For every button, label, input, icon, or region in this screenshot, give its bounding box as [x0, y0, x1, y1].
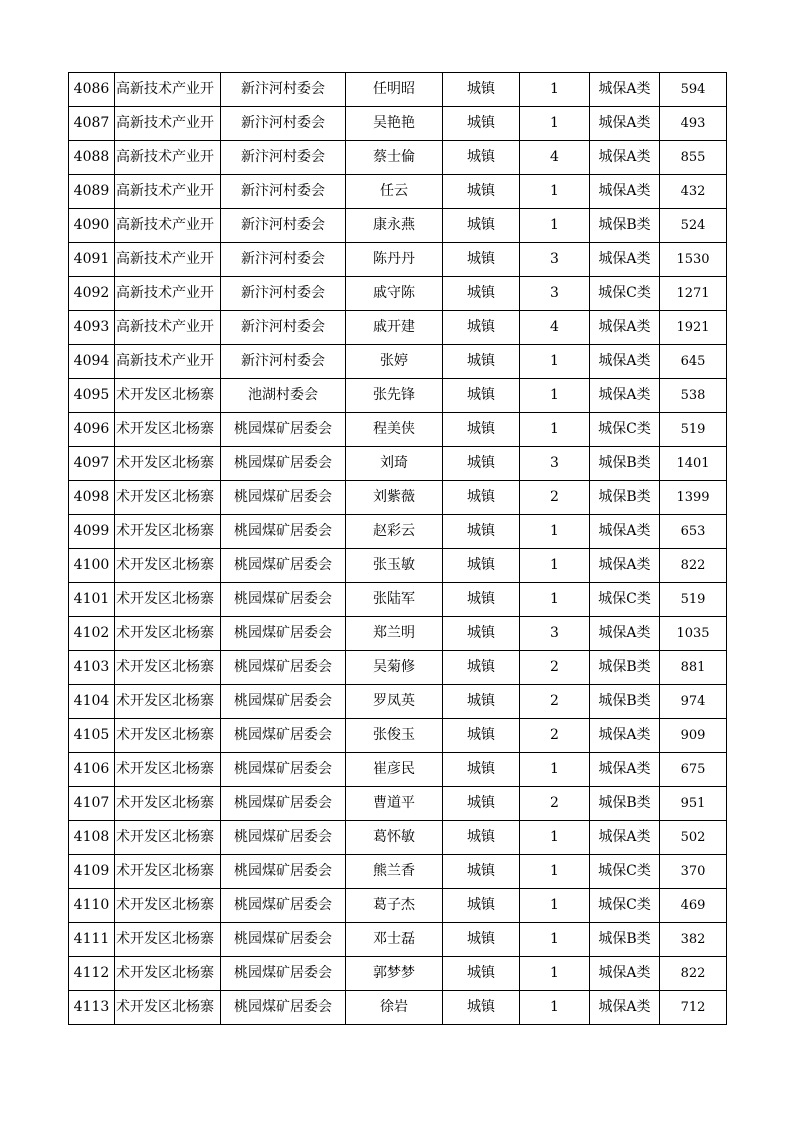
- person-name-cell: 陈丹丹: [346, 243, 443, 277]
- serial-number-cell: 4087: [69, 107, 115, 141]
- person-name-cell: 张玉敏: [346, 549, 443, 583]
- serial-number-cell: 4099: [69, 515, 115, 549]
- person-name-cell: 张俊玉: [346, 719, 443, 753]
- table-row: [69, 175, 727, 209]
- community-cell: 桃园煤矿居委会: [221, 787, 346, 821]
- household-size-cell: 2: [520, 787, 590, 821]
- community-cell: 桃园煤矿居委会: [221, 515, 346, 549]
- serial-number-cell: 4090: [69, 209, 115, 243]
- category-cell: 城保C类: [590, 855, 660, 889]
- serial-number-cell: 4110: [69, 889, 115, 923]
- street-cell: 术开发区北杨寨: [115, 447, 221, 481]
- table-row: [69, 141, 727, 175]
- serial-number-cell: 4111: [69, 923, 115, 957]
- serial-number-cell: 4091: [69, 243, 115, 277]
- amount-cell: 519: [660, 413, 727, 447]
- household-size-cell: 1: [520, 583, 590, 617]
- household-size-cell: 1: [520, 753, 590, 787]
- street-cell: 术开发区北杨寨: [115, 515, 221, 549]
- table-row: [69, 617, 727, 651]
- serial-number-cell: 4107: [69, 787, 115, 821]
- household-size-cell: 2: [520, 481, 590, 515]
- table-row: [69, 549, 727, 583]
- amount-cell: 382: [660, 923, 727, 957]
- serial-number-cell: 4094: [69, 345, 115, 379]
- street-cell: 术开发区北杨寨: [115, 549, 221, 583]
- table-row: [69, 651, 727, 685]
- person-name-cell: 程美侠: [346, 413, 443, 447]
- serial-number-cell: 4088: [69, 141, 115, 175]
- amount-cell: 1271: [660, 277, 727, 311]
- area-type-cell: 城镇: [443, 345, 520, 379]
- area-type-cell: 城镇: [443, 277, 520, 311]
- area-type-cell: 城镇: [443, 991, 520, 1025]
- serial-number-cell: 4113: [69, 991, 115, 1025]
- table-row: [69, 379, 727, 413]
- amount-cell: 538: [660, 379, 727, 413]
- street-cell: 术开发区北杨寨: [115, 379, 221, 413]
- category-cell: 城保A类: [590, 175, 660, 209]
- person-name-cell: 刘琦: [346, 447, 443, 481]
- beneficiary-table: [68, 72, 727, 1025]
- street-cell: 高新技术产业开: [115, 243, 221, 277]
- serial-number-cell: 4104: [69, 685, 115, 719]
- area-type-cell: 城镇: [443, 787, 520, 821]
- community-cell: 桃园煤矿居委会: [221, 413, 346, 447]
- amount-cell: 974: [660, 685, 727, 719]
- category-cell: 城保A类: [590, 379, 660, 413]
- household-size-cell: 1: [520, 107, 590, 141]
- community-cell: 桃园煤矿居委会: [221, 855, 346, 889]
- community-cell: 桃园煤矿居委会: [221, 447, 346, 481]
- serial-number-cell: 4096: [69, 413, 115, 447]
- area-type-cell: 城镇: [443, 447, 520, 481]
- serial-number-cell: 4101: [69, 583, 115, 617]
- amount-cell: 675: [660, 753, 727, 787]
- table-row: [69, 957, 727, 991]
- category-cell: 城保B类: [590, 447, 660, 481]
- amount-cell: 469: [660, 889, 727, 923]
- community-cell: 桃园煤矿居委会: [221, 957, 346, 991]
- table-row: [69, 413, 727, 447]
- household-size-cell: 4: [520, 141, 590, 175]
- table-row: [69, 889, 727, 923]
- amount-cell: 951: [660, 787, 727, 821]
- area-type-cell: 城镇: [443, 175, 520, 209]
- person-name-cell: 曹道平: [346, 787, 443, 821]
- table-row: [69, 515, 727, 549]
- table-row: [69, 821, 727, 855]
- amount-cell: 493: [660, 107, 727, 141]
- household-size-cell: 1: [520, 73, 590, 107]
- household-size-cell: 1: [520, 413, 590, 447]
- household-size-cell: 2: [520, 651, 590, 685]
- community-cell: 桃园煤矿居委会: [221, 889, 346, 923]
- community-cell: 桃园煤矿居委会: [221, 753, 346, 787]
- household-size-cell: 4: [520, 311, 590, 345]
- community-cell: 桃园煤矿居委会: [221, 651, 346, 685]
- person-name-cell: 赵彩云: [346, 515, 443, 549]
- area-type-cell: 城镇: [443, 413, 520, 447]
- amount-cell: 855: [660, 141, 727, 175]
- category-cell: 城保B类: [590, 787, 660, 821]
- street-cell: 高新技术产业开: [115, 175, 221, 209]
- street-cell: 术开发区北杨寨: [115, 753, 221, 787]
- community-cell: 桃园煤矿居委会: [221, 821, 346, 855]
- amount-cell: 909: [660, 719, 727, 753]
- serial-number-cell: 4086: [69, 73, 115, 107]
- area-type-cell: 城镇: [443, 957, 520, 991]
- community-cell: 池湖村委会: [221, 379, 346, 413]
- household-size-cell: 1: [520, 345, 590, 379]
- person-name-cell: 葛怀敏: [346, 821, 443, 855]
- area-type-cell: 城镇: [443, 889, 520, 923]
- household-size-cell: 1: [520, 889, 590, 923]
- street-cell: 高新技术产业开: [115, 209, 221, 243]
- area-type-cell: 城镇: [443, 753, 520, 787]
- table-row: [69, 447, 727, 481]
- street-cell: 术开发区北杨寨: [115, 719, 221, 753]
- category-cell: 城保A类: [590, 991, 660, 1025]
- amount-cell: 1399: [660, 481, 727, 515]
- table-row: [69, 311, 727, 345]
- table-row: [69, 719, 727, 753]
- area-type-cell: 城镇: [443, 549, 520, 583]
- amount-cell: 881: [660, 651, 727, 685]
- amount-cell: 1530: [660, 243, 727, 277]
- category-cell: 城保A类: [590, 753, 660, 787]
- community-cell: 新汴河村委会: [221, 141, 346, 175]
- person-name-cell: 蔡士倫: [346, 141, 443, 175]
- category-cell: 城保C类: [590, 583, 660, 617]
- category-cell: 城保A类: [590, 141, 660, 175]
- area-type-cell: 城镇: [443, 243, 520, 277]
- table-row: [69, 209, 727, 243]
- person-name-cell: 任明昭: [346, 73, 443, 107]
- community-cell: 新汴河村委会: [221, 277, 346, 311]
- area-type-cell: 城镇: [443, 821, 520, 855]
- table-row: [69, 787, 727, 821]
- person-name-cell: 刘紫薇: [346, 481, 443, 515]
- area-type-cell: 城镇: [443, 617, 520, 651]
- person-name-cell: 葛子杰: [346, 889, 443, 923]
- community-cell: 新汴河村委会: [221, 73, 346, 107]
- household-size-cell: 1: [520, 923, 590, 957]
- table-row: [69, 923, 727, 957]
- table-row: [69, 107, 727, 141]
- amount-cell: 1035: [660, 617, 727, 651]
- table-row: [69, 685, 727, 719]
- street-cell: 术开发区北杨寨: [115, 855, 221, 889]
- area-type-cell: 城镇: [443, 923, 520, 957]
- table-row: [69, 277, 727, 311]
- household-size-cell: 3: [520, 243, 590, 277]
- community-cell: 新汴河村委会: [221, 311, 346, 345]
- street-cell: 高新技术产业开: [115, 73, 221, 107]
- serial-number-cell: 4095: [69, 379, 115, 413]
- community-cell: 桃园煤矿居委会: [221, 583, 346, 617]
- area-type-cell: 城镇: [443, 481, 520, 515]
- table-row: [69, 855, 727, 889]
- amount-cell: 524: [660, 209, 727, 243]
- category-cell: 城保A类: [590, 617, 660, 651]
- category-cell: 城保A类: [590, 719, 660, 753]
- household-size-cell: 1: [520, 379, 590, 413]
- street-cell: 术开发区北杨寨: [115, 889, 221, 923]
- area-type-cell: 城镇: [443, 685, 520, 719]
- area-type-cell: 城镇: [443, 515, 520, 549]
- community-cell: 桃园煤矿居委会: [221, 991, 346, 1025]
- amount-cell: 653: [660, 515, 727, 549]
- household-size-cell: 1: [520, 957, 590, 991]
- table-row: [69, 583, 727, 617]
- category-cell: 城保A类: [590, 549, 660, 583]
- amount-cell: 645: [660, 345, 727, 379]
- category-cell: 城保B类: [590, 923, 660, 957]
- street-cell: 高新技术产业开: [115, 141, 221, 175]
- category-cell: 城保B类: [590, 481, 660, 515]
- street-cell: 术开发区北杨寨: [115, 651, 221, 685]
- community-cell: 桃园煤矿居委会: [221, 685, 346, 719]
- street-cell: 术开发区北杨寨: [115, 991, 221, 1025]
- person-name-cell: 任云: [346, 175, 443, 209]
- amount-cell: 432: [660, 175, 727, 209]
- person-name-cell: 吴艳艳: [346, 107, 443, 141]
- category-cell: 城保C类: [590, 889, 660, 923]
- street-cell: 术开发区北杨寨: [115, 957, 221, 991]
- area-type-cell: 城镇: [443, 583, 520, 617]
- household-size-cell: 2: [520, 719, 590, 753]
- person-name-cell: 吴菊修: [346, 651, 443, 685]
- street-cell: 术开发区北杨寨: [115, 481, 221, 515]
- area-type-cell: 城镇: [443, 107, 520, 141]
- household-size-cell: 1: [520, 855, 590, 889]
- category-cell: 城保B类: [590, 685, 660, 719]
- amount-cell: 822: [660, 957, 727, 991]
- serial-number-cell: 4102: [69, 617, 115, 651]
- street-cell: 术开发区北杨寨: [115, 413, 221, 447]
- person-name-cell: 徐岩: [346, 991, 443, 1025]
- person-name-cell: 郑兰明: [346, 617, 443, 651]
- serial-number-cell: 4106: [69, 753, 115, 787]
- table-row: [69, 481, 727, 515]
- serial-number-cell: 4089: [69, 175, 115, 209]
- street-cell: 术开发区北杨寨: [115, 685, 221, 719]
- street-cell: 术开发区北杨寨: [115, 923, 221, 957]
- household-size-cell: 1: [520, 515, 590, 549]
- serial-number-cell: 4100: [69, 549, 115, 583]
- amount-cell: 822: [660, 549, 727, 583]
- area-type-cell: 城镇: [443, 379, 520, 413]
- table-row: [69, 243, 727, 277]
- street-cell: 高新技术产业开: [115, 107, 221, 141]
- category-cell: 城保A类: [590, 821, 660, 855]
- street-cell: 术开发区北杨寨: [115, 583, 221, 617]
- amount-cell: 519: [660, 583, 727, 617]
- serial-number-cell: 4109: [69, 855, 115, 889]
- area-type-cell: 城镇: [443, 651, 520, 685]
- street-cell: 高新技术产业开: [115, 311, 221, 345]
- person-name-cell: 郭梦梦: [346, 957, 443, 991]
- household-size-cell: 3: [520, 277, 590, 311]
- category-cell: 城保A类: [590, 515, 660, 549]
- area-type-cell: 城镇: [443, 73, 520, 107]
- street-cell: 高新技术产业开: [115, 277, 221, 311]
- household-size-cell: 1: [520, 991, 590, 1025]
- category-cell: 城保A类: [590, 107, 660, 141]
- person-name-cell: 张陆军: [346, 583, 443, 617]
- community-cell: 新汴河村委会: [221, 107, 346, 141]
- household-size-cell: 2: [520, 685, 590, 719]
- community-cell: 桃园煤矿居委会: [221, 617, 346, 651]
- household-size-cell: 1: [520, 175, 590, 209]
- community-cell: 新汴河村委会: [221, 345, 346, 379]
- table-row: [69, 753, 727, 787]
- serial-number-cell: 4093: [69, 311, 115, 345]
- table-row: [69, 73, 727, 107]
- household-size-cell: 3: [520, 617, 590, 651]
- serial-number-cell: 4103: [69, 651, 115, 685]
- serial-number-cell: 4098: [69, 481, 115, 515]
- household-size-cell: 3: [520, 447, 590, 481]
- category-cell: 城保C类: [590, 413, 660, 447]
- serial-number-cell: 4112: [69, 957, 115, 991]
- person-name-cell: 崔彦民: [346, 753, 443, 787]
- street-cell: 高新技术产业开: [115, 345, 221, 379]
- person-name-cell: 康永燕: [346, 209, 443, 243]
- community-cell: 桃园煤矿居委会: [221, 481, 346, 515]
- household-size-cell: 1: [520, 209, 590, 243]
- category-cell: 城保A类: [590, 243, 660, 277]
- area-type-cell: 城镇: [443, 719, 520, 753]
- area-type-cell: 城镇: [443, 311, 520, 345]
- area-type-cell: 城镇: [443, 141, 520, 175]
- amount-cell: 1921: [660, 311, 727, 345]
- amount-cell: 712: [660, 991, 727, 1025]
- person-name-cell: 邓士磊: [346, 923, 443, 957]
- serial-number-cell: 4097: [69, 447, 115, 481]
- community-cell: 新汴河村委会: [221, 175, 346, 209]
- category-cell: 城保B类: [590, 651, 660, 685]
- household-size-cell: 1: [520, 821, 590, 855]
- table-row: [69, 991, 727, 1025]
- serial-number-cell: 4105: [69, 719, 115, 753]
- area-type-cell: 城镇: [443, 209, 520, 243]
- category-cell: 城保A类: [590, 311, 660, 345]
- amount-cell: 370: [660, 855, 727, 889]
- amount-cell: 1401: [660, 447, 727, 481]
- community-cell: 新汴河村委会: [221, 209, 346, 243]
- person-name-cell: 戚守陈: [346, 277, 443, 311]
- category-cell: 城保B类: [590, 209, 660, 243]
- category-cell: 城保C类: [590, 277, 660, 311]
- household-size-cell: 1: [520, 549, 590, 583]
- table-row: [69, 345, 727, 379]
- category-cell: 城保A类: [590, 345, 660, 379]
- person-name-cell: 戚开建: [346, 311, 443, 345]
- amount-cell: 594: [660, 73, 727, 107]
- community-cell: 桃园煤矿居委会: [221, 549, 346, 583]
- amount-cell: 502: [660, 821, 727, 855]
- street-cell: 术开发区北杨寨: [115, 617, 221, 651]
- street-cell: 术开发区北杨寨: [115, 821, 221, 855]
- area-type-cell: 城镇: [443, 855, 520, 889]
- serial-number-cell: 4092: [69, 277, 115, 311]
- category-cell: 城保A类: [590, 957, 660, 991]
- serial-number-cell: 4108: [69, 821, 115, 855]
- community-cell: 桃园煤矿居委会: [221, 719, 346, 753]
- person-name-cell: 罗凤英: [346, 685, 443, 719]
- person-name-cell: 熊兰香: [346, 855, 443, 889]
- table-body: [69, 73, 727, 1025]
- category-cell: 城保A类: [590, 73, 660, 107]
- person-name-cell: 张先锋: [346, 379, 443, 413]
- person-name-cell: 张婷: [346, 345, 443, 379]
- community-cell: 桃园煤矿居委会: [221, 923, 346, 957]
- community-cell: 新汴河村委会: [221, 243, 346, 277]
- street-cell: 术开发区北杨寨: [115, 787, 221, 821]
